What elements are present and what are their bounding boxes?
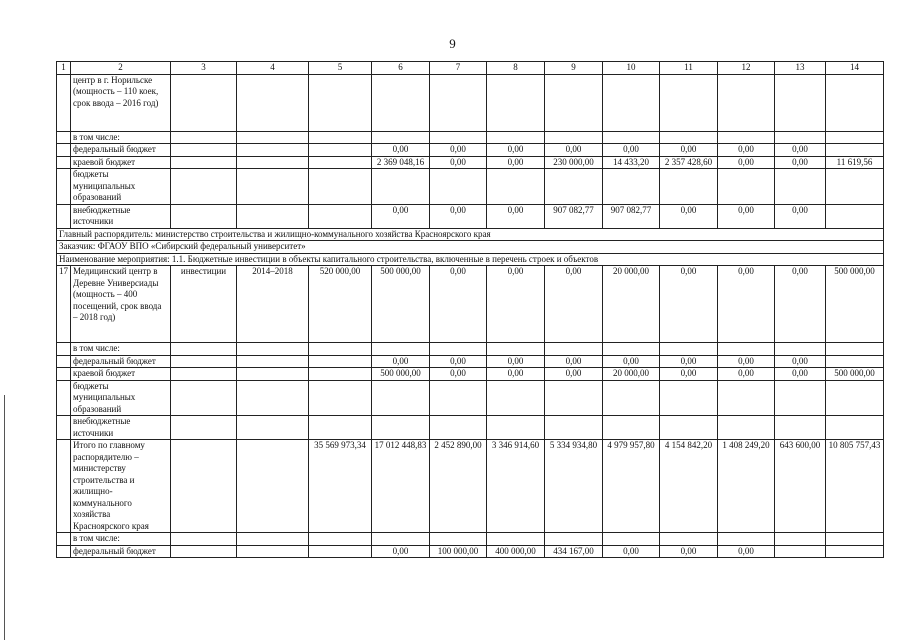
num-cell [57, 169, 71, 205]
period-cell [237, 156, 309, 169]
num-cell [57, 131, 71, 144]
value-cell: 230 000,00 [545, 156, 603, 169]
value-cell [430, 131, 487, 144]
value-cell: 0,00 [372, 204, 430, 228]
value-cell: 0,00 [718, 545, 775, 558]
num-cell [57, 156, 71, 169]
header-row [57, 62, 884, 75]
value-cell [603, 131, 660, 144]
column-number: 14 [826, 62, 884, 75]
sub-row [57, 545, 884, 558]
value-cell [826, 533, 884, 546]
num-cell [57, 74, 71, 131]
value-cell [718, 131, 775, 144]
num-cell [57, 533, 71, 546]
period-cell [237, 416, 309, 440]
value-cell: 520 000,00 [309, 266, 372, 343]
value-cell: 0,00 [775, 355, 826, 368]
column-number: 10 [603, 62, 660, 75]
object-row [57, 74, 884, 131]
value-cell: 0,00 [775, 368, 826, 381]
value-cell [487, 380, 545, 416]
period-cell [237, 533, 309, 546]
value-cell: 0,00 [545, 368, 603, 381]
column-number: 5 [309, 62, 372, 75]
value-cell: 0,00 [775, 266, 826, 343]
period-cell [237, 131, 309, 144]
value-cell [660, 74, 718, 131]
value-cell: 0,00 [487, 156, 545, 169]
value-cell [775, 169, 826, 205]
column-number: 4 [237, 62, 309, 75]
type-cell [171, 533, 237, 546]
value-cell [660, 380, 718, 416]
value-cell: 0,00 [775, 156, 826, 169]
value-cell: 0,00 [718, 355, 775, 368]
row-label: федеральный бюджет [71, 144, 171, 157]
value-cell [309, 156, 372, 169]
value-cell [430, 380, 487, 416]
value-cell [309, 343, 372, 356]
sub-row [57, 144, 884, 157]
value-cell [660, 169, 718, 205]
type-cell [171, 343, 237, 356]
value-cell: 0,00 [718, 266, 775, 343]
column-number: 13 [775, 62, 826, 75]
value-cell [372, 343, 430, 356]
value-cell [826, 169, 884, 205]
value-cell: 0,00 [718, 144, 775, 157]
value-cell: 0,00 [603, 545, 660, 558]
period-cell [237, 545, 309, 558]
num-cell [57, 204, 71, 228]
value-cell [487, 131, 545, 144]
value-cell [718, 533, 775, 546]
row-label: в том числе: [71, 533, 171, 546]
info-customer: Заказчик: ФГАОУ ВПО «Сибирский федеральный университет» [57, 241, 884, 254]
value-cell [826, 131, 884, 144]
value-cell: 2 369 048,16 [372, 156, 430, 169]
value-cell: 0,00 [718, 156, 775, 169]
sub-row [57, 416, 884, 440]
value-cell [309, 169, 372, 205]
value-cell [718, 343, 775, 356]
value-cell [603, 169, 660, 205]
value-cell: 643 600,00 [775, 440, 826, 533]
value-cell [545, 416, 603, 440]
value-cell [775, 545, 826, 558]
info-event: Наименование мероприятия: 1.1. Бюджетные инвестиции в объекты капитального строительства, включенные в перечень строек и объектов [57, 253, 884, 266]
value-cell [545, 533, 603, 546]
value-cell [430, 343, 487, 356]
value-cell [171, 74, 237, 131]
value-cell: 0,00 [430, 368, 487, 381]
value-cell [309, 131, 372, 144]
sub-row [57, 355, 884, 368]
value-cell [487, 74, 545, 131]
value-cell: 0,00 [372, 355, 430, 368]
value-cell [545, 343, 603, 356]
period-cell: 2014–2018 [237, 266, 309, 343]
value-cell [430, 416, 487, 440]
value-cell: 0,00 [775, 204, 826, 228]
budget-table [56, 61, 884, 558]
value-cell: 0,00 [430, 204, 487, 228]
period-cell [237, 440, 309, 533]
num-cell [57, 355, 71, 368]
value-cell: 35 569 973,34 [309, 440, 372, 533]
value-cell [430, 533, 487, 546]
value-cell: 0,00 [487, 368, 545, 381]
value-cell [309, 144, 372, 157]
sub-row [57, 343, 884, 356]
value-cell: 0,00 [487, 204, 545, 228]
value-cell [309, 545, 372, 558]
value-cell [775, 131, 826, 144]
value-cell [372, 74, 430, 131]
value-cell: 0,00 [430, 266, 487, 343]
value-cell: 5 334 934,80 [545, 440, 603, 533]
value-cell: 11 619,56 [826, 156, 884, 169]
period-cell [237, 380, 309, 416]
type-cell [171, 440, 237, 533]
period-cell [237, 368, 309, 381]
value-cell: 2 452 890,00 [430, 440, 487, 533]
value-cell: 0,00 [372, 144, 430, 157]
column-number: 12 [718, 62, 775, 75]
value-cell [237, 74, 309, 131]
scan-edge-line [4, 395, 5, 640]
value-cell: 500 000,00 [826, 368, 884, 381]
value-cell [487, 169, 545, 205]
value-cell [826, 380, 884, 416]
num-cell [57, 380, 71, 416]
value-cell [775, 533, 826, 546]
type-cell [171, 169, 237, 205]
value-cell: 100 000,00 [430, 545, 487, 558]
num-cell [57, 368, 71, 381]
value-cell: 0,00 [430, 156, 487, 169]
num-cell [57, 144, 71, 157]
num-cell [57, 545, 71, 558]
column-number: 2 [71, 62, 171, 75]
type-cell [171, 416, 237, 440]
value-cell: 20 000,00 [603, 368, 660, 381]
value-cell [372, 380, 430, 416]
value-cell: 434 167,00 [545, 545, 603, 558]
value-cell [826, 545, 884, 558]
object-name: центр в г. Норильске (мощность – 110 коек, срок ввода – 2016 год) [71, 74, 171, 131]
sub-row [57, 380, 884, 416]
value-cell [603, 416, 660, 440]
value-cell: 0,00 [545, 355, 603, 368]
column-number: 9 [545, 62, 603, 75]
period-cell [237, 355, 309, 368]
value-cell: 0,00 [430, 144, 487, 157]
column-number: 6 [372, 62, 430, 75]
value-cell: 400 000,00 [487, 545, 545, 558]
value-cell: 0,00 [545, 144, 603, 157]
value-cell [718, 169, 775, 205]
info-manager: Главный распорядитель: министерство строительства и жилищно-коммунального хозяйства Красноярского края [57, 228, 884, 241]
value-cell: 0,00 [660, 545, 718, 558]
type-cell [171, 368, 237, 381]
value-cell [430, 169, 487, 205]
value-cell: 0,00 [660, 355, 718, 368]
value-cell [826, 416, 884, 440]
value-cell [309, 533, 372, 546]
value-cell: 14 433,20 [603, 156, 660, 169]
sub-row [57, 533, 884, 546]
value-cell [309, 355, 372, 368]
value-cell [660, 343, 718, 356]
value-cell [660, 416, 718, 440]
value-cell: 0,00 [660, 368, 718, 381]
value-cell [309, 74, 372, 131]
row-label: бюджеты муниципальных образований [71, 169, 171, 205]
value-cell [545, 131, 603, 144]
row-label: федеральный бюджет [71, 545, 171, 558]
column-number: 3 [171, 62, 237, 75]
value-cell: 907 082,77 [545, 204, 603, 228]
value-cell: 0,00 [603, 355, 660, 368]
value-cell [603, 533, 660, 546]
value-cell: 0,00 [487, 266, 545, 343]
value-cell [718, 380, 775, 416]
column-number: 8 [487, 62, 545, 75]
value-cell [372, 131, 430, 144]
value-cell: 0,00 [718, 204, 775, 228]
sub-row [57, 204, 884, 228]
value-cell [545, 380, 603, 416]
type-cell [171, 355, 237, 368]
object-row [57, 266, 884, 343]
total-label: Итого по главному распорядителю – министерству строительства и жилищно-коммунального хозяйства Красноярского края [71, 440, 171, 533]
row-label: внебюджетные источники [71, 204, 171, 228]
period-cell [237, 343, 309, 356]
value-cell [545, 169, 603, 205]
period-cell [237, 169, 309, 205]
value-cell [487, 343, 545, 356]
column-number: 11 [660, 62, 718, 75]
period-cell [237, 144, 309, 157]
value-cell: 0,00 [660, 266, 718, 343]
value-cell [603, 74, 660, 131]
value-cell [775, 343, 826, 356]
value-cell: 0,00 [545, 266, 603, 343]
sub-row [57, 131, 884, 144]
value-cell [718, 74, 775, 131]
type-cell: инвестиции [171, 266, 237, 343]
row-label: бюджеты муниципальных образований [71, 380, 171, 416]
value-cell [603, 380, 660, 416]
value-cell [545, 74, 603, 131]
value-cell: 0,00 [718, 368, 775, 381]
row-label: в том числе: [71, 343, 171, 356]
type-cell [171, 156, 237, 169]
value-cell: 0,00 [372, 545, 430, 558]
value-cell: 1 408 249,20 [718, 440, 775, 533]
num-cell [57, 416, 71, 440]
value-cell: 0,00 [775, 144, 826, 157]
value-cell: 0,00 [487, 144, 545, 157]
num-cell [57, 440, 71, 533]
period-cell [237, 204, 309, 228]
value-cell: 4 979 957,80 [603, 440, 660, 533]
value-cell [660, 131, 718, 144]
column-number: 7 [430, 62, 487, 75]
value-cell [775, 380, 826, 416]
value-cell [826, 204, 884, 228]
sub-row [57, 368, 884, 381]
value-cell [826, 343, 884, 356]
row-label: федеральный бюджет [71, 355, 171, 368]
info-row [57, 253, 884, 266]
type-cell [171, 204, 237, 228]
value-cell: 0,00 [487, 355, 545, 368]
value-cell: 3 346 914,60 [487, 440, 545, 533]
type-cell [171, 545, 237, 558]
value-cell: 500 000,00 [826, 266, 884, 343]
value-cell: 907 082,77 [603, 204, 660, 228]
value-cell: 2 357 428,60 [660, 156, 718, 169]
value-cell [372, 169, 430, 205]
value-cell [372, 416, 430, 440]
value-cell [660, 533, 718, 546]
row-label: краевой бюджет [71, 156, 171, 169]
sub-row [57, 156, 884, 169]
value-cell: 10 805 757,43 [826, 440, 884, 533]
value-cell: 0,00 [603, 144, 660, 157]
row-label: краевой бюджет [71, 368, 171, 381]
value-cell: 0,00 [660, 204, 718, 228]
value-cell: 500 000,00 [372, 368, 430, 381]
value-cell [826, 74, 884, 131]
value-cell [718, 416, 775, 440]
value-cell: 0,00 [430, 355, 487, 368]
page-number: 9 [449, 36, 456, 51]
value-cell [826, 144, 884, 157]
value-cell [487, 533, 545, 546]
value-cell [430, 74, 487, 131]
type-cell [171, 380, 237, 416]
value-cell [826, 355, 884, 368]
value-cell [309, 380, 372, 416]
info-row [57, 228, 884, 241]
value-cell [775, 74, 826, 131]
sub-row [57, 169, 884, 205]
value-cell [309, 204, 372, 228]
column-number: 1 [57, 62, 71, 75]
row-label: в том числе: [71, 131, 171, 144]
row-label: внебюджетные источники [71, 416, 171, 440]
value-cell [309, 416, 372, 440]
type-cell [171, 131, 237, 144]
value-cell: 500 000,00 [372, 266, 430, 343]
total-row [57, 440, 884, 533]
row-number: 17 [57, 266, 71, 343]
num-cell [57, 343, 71, 356]
value-cell: 0,00 [660, 144, 718, 157]
value-cell: 17 012 448,83 [372, 440, 430, 533]
value-cell: 20 000,00 [603, 266, 660, 343]
type-cell [171, 144, 237, 157]
value-cell [487, 416, 545, 440]
info-row [57, 241, 884, 254]
value-cell: 4 154 842,20 [660, 440, 718, 533]
value-cell [603, 343, 660, 356]
value-cell [775, 416, 826, 440]
value-cell [309, 368, 372, 381]
value-cell [372, 533, 430, 546]
object-name: Медицинский центр в Деревне Универсиады (мощность – 400 посещений, срок ввода – 2018 год) [71, 266, 171, 343]
